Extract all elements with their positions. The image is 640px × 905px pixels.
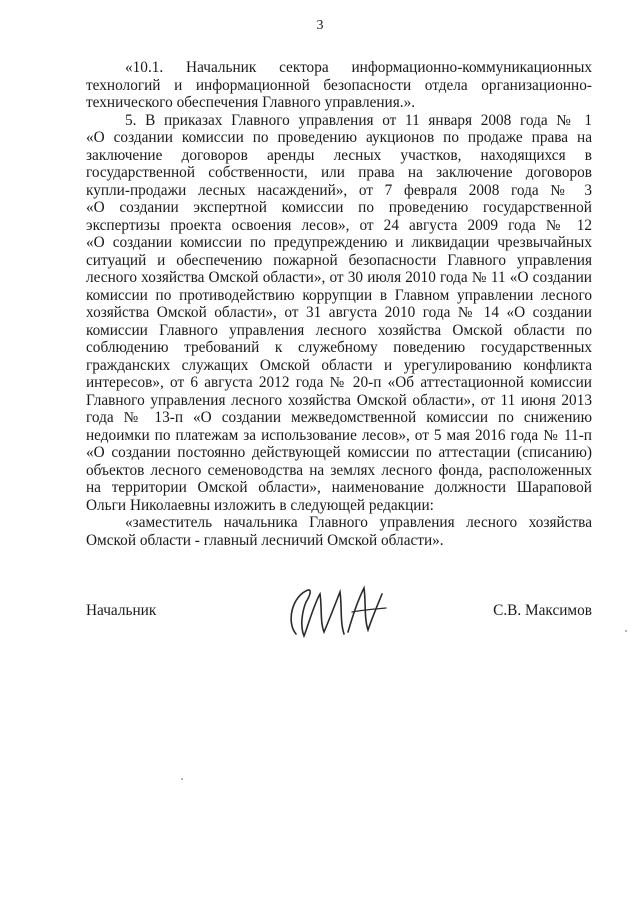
signature-block: [86, 590, 592, 650]
text-line: объектов лесного семеноводства на землях лесного фонда, расположенных: [86, 461, 592, 479]
text-line: на территории Омской области», наименование должности Шараповой: [86, 479, 592, 496]
text-line: «10.1. Начальник сектора информационно-коммуникационных: [125, 59, 592, 76]
signatory-name: С.В. Максимов: [493, 602, 592, 619]
handwritten-signature: [282, 582, 402, 648]
text-line: лесного хозяйства Омской области», от 30 июля 2010 года № 11 «О создании: [86, 269, 592, 286]
text-line: года № 13-п «О создании межведомственной комиссии по снижению: [86, 409, 592, 426]
text-line: ситуаций и обеспечению пожарной безопасности Главного управления: [86, 251, 592, 269]
scan-speck: [625, 630, 627, 632]
text-line: «заместитель начальника Главного управления лесного хозяйства: [125, 514, 592, 531]
text-line: экспертизы проекта освоения лесов», от 24 августа 2009 года № 12: [86, 216, 592, 234]
text-line: «О создании комиссии по проведению аукционов по продаже права на: [86, 129, 592, 146]
signatory-title: Начальник: [86, 602, 157, 619]
text-line: заключение договоров аренды лесных участков, находящихся в: [86, 146, 592, 164]
text-line: хозяйства Омской области», от 31 августа 2010 года № 14 «О создании: [86, 304, 592, 321]
text-line: технологий и информационной безопасности отдела организационно-: [86, 76, 592, 94]
text-line: гражданских служащих Омской области и урегулированию конфликта: [86, 356, 592, 374]
text-line: «О создании экспертной комиссии по проведению государственной: [86, 199, 592, 216]
text-line: «О создании постоянно действующей комиссии по аттестации (списанию): [86, 444, 592, 461]
text-line: 5. В приказах Главного управления от 11 января 2008 года № 1: [125, 111, 592, 129]
text-line: соблюдению требований к служебному поведению государственных: [86, 339, 592, 356]
page-number: 3: [316, 18, 324, 33]
text-line: недоимки по платежам за использование лесов», от 5 мая 2016 года № 11-п: [86, 426, 592, 444]
text-line: комиссии по противодействию коррупции в Главном управлении лесного: [86, 286, 592, 304]
text-line: Омской области - главный лесничий Омской области».: [86, 531, 444, 549]
text-line: «О создании комиссии по предупреждению и ликвидации чрезвычайных: [86, 234, 592, 251]
text-line: интересов», от 6 августа 2012 года № 20-п «Об аттестационной комиссии: [86, 374, 592, 391]
text-line: купли-продажи лесных насаждений», от 7 февраля 2008 года № 3: [86, 181, 592, 199]
text-line: государственной собственности, или права на заключение договоров: [86, 164, 592, 181]
document-body: [86, 59, 592, 549]
text-line: технического обеспечения Главного управления.».: [86, 94, 416, 111]
text-line: Ольги Николаевны изложить в следующей редакции:: [86, 496, 434, 514]
text-line: Главного управления лесного хозяйства Омской области», от 11 июня 2013: [86, 391, 592, 409]
scan-speck: [181, 778, 183, 780]
text-line: комиссии Главного управления лесного хозяйства Омской области по: [86, 321, 592, 339]
